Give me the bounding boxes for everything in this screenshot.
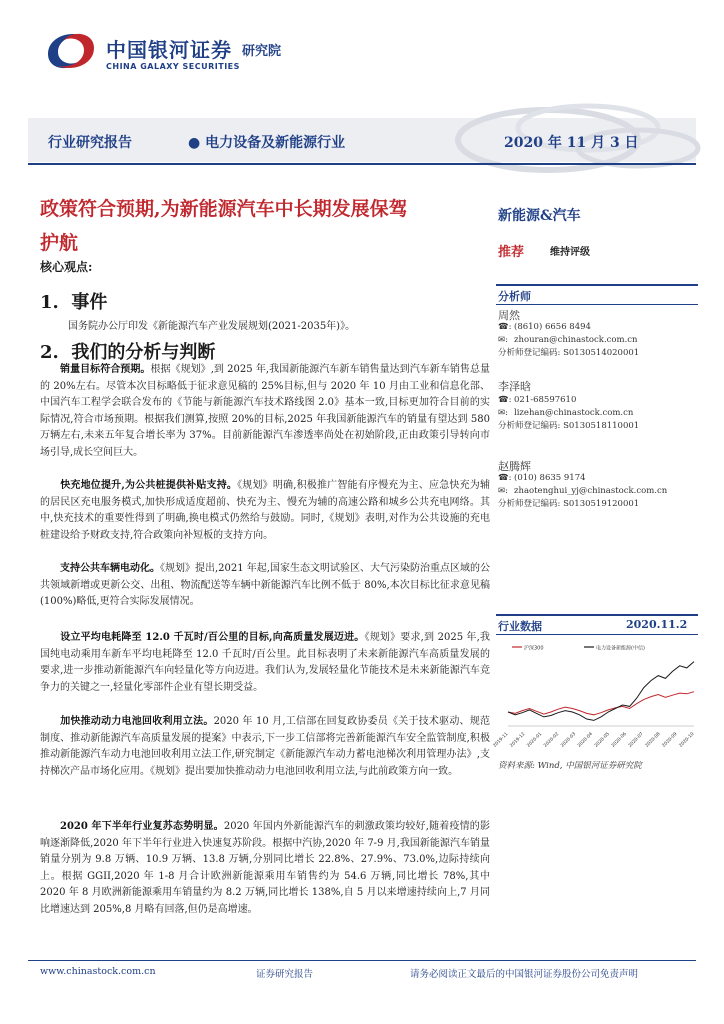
x-tick-label: 2020-07 <box>627 731 645 749</box>
analyst-name: 赵腾辉 <box>498 460 531 473</box>
analyst-phone: 021-68597610 <box>514 395 577 405</box>
sidebar-divider <box>496 284 698 286</box>
paragraph-body: 2020 年国内外新能源汽车的刺激政策均较好,随着疫情的影响逐渐降低,2020 年下半年行业进入快速复苏阶段。根据中汽协,2020 年 7-9 月,我国新能源汽车销量销量分别为 9.8 万辆、10.9 万辆、13.8 万辆,分别同比增长 22.8%、27.9%、73.0%,边际持续向上。根据 GGII,2020 年 1-8 月合计欧洲新能源乘用车销售约为 54.6 万辆,同比增长 78%,其中 2020 年 8 月欧洲新能源乘用车销量约为 8.2 万辆,同比增长 138%,自 5 月以来增速持续向上,7 月同比增速达到 205%,8 月略有回落,但仍是高增速。 <box>40 821 490 915</box>
x-tick-label: 2019-12 <box>509 731 527 749</box>
section-number: 2. <box>40 342 59 363</box>
x-tick-label: 2020-05 <box>594 731 611 749</box>
data-header: 行业数据 <box>498 620 542 633</box>
email-icon: ✉: <box>498 486 508 496</box>
paragraph-body: 《规划》提出,2021 年起,国家生态文明试验区、大气污染防治重点区域的公共领域新增或更新公交、出租、物流配送等车辆中新能源汽车比例不低于 80%,本次目标比征求意见稿(100%)略低,更符合实际发展情况。 <box>40 563 490 607</box>
footer-disclaimer: 请务必阅读正文最后的中国银河证券股份公司免责声明 <box>410 969 639 980</box>
analyst-contact <box>498 321 639 360</box>
section-number: 1. <box>40 292 59 313</box>
x-tick-label: 2020-04 <box>577 731 594 749</box>
analyst-cert: 分析师登记编码: S0130519120001 <box>498 499 640 509</box>
sidebar-industry: 新能源&汽车 <box>498 208 581 224</box>
logo-text: 中国银河证券 <box>106 38 232 62</box>
sidebar-divider <box>496 304 698 305</box>
analyst-name: 周然 <box>498 309 520 322</box>
email-icon: ✉: <box>498 408 508 418</box>
paragraph-body: 《规划》要求,到 2025 年,我国纯电动乘用车新车平均电耗降至 12.0 千瓦时/百公里。此目标表明了未来新能源汽车高质量发展的要求,进一步推动新能源汽车向轻量化等方向迈进。我们认为,发展轻量化节能技术是未来新能源汽车竞争力的关键之一,轻量化零部件企业有望长期受益。 <box>40 632 491 693</box>
paragraph <box>40 561 490 611</box>
data-date: 2020.11.2 <box>626 618 688 631</box>
industry-label: ● 电力设备及新能源行业 <box>188 135 346 151</box>
analyst-header: 分析师 <box>498 290 531 303</box>
legend-label: 电力设备新能源(中信) <box>596 645 645 652</box>
paragraph <box>40 362 490 461</box>
section-title: 我们的分析与判断 <box>71 342 216 363</box>
paragraph-lead: 支持公共车辆电动化。 <box>60 563 160 574</box>
event-text: 国务院办公厅印发《新能源汽车产业发展规划(2021-2035年)》。 <box>68 321 356 332</box>
x-tick-label: 2020-01 <box>526 731 544 749</box>
x-tick-label: 2020-02 <box>543 731 561 749</box>
chart-source: 资料来源: Wind, 中国银河证券研究院 <box>498 761 642 771</box>
x-tick-label: 2019-11 <box>492 731 510 749</box>
analyst-contact <box>498 472 667 511</box>
series-line <box>508 662 694 721</box>
logo-english: CHINA GALAXY SECURITIES <box>106 62 240 71</box>
report-title-line1: 政策符合预期,为新能源汽车中长期发展保驾 <box>40 198 408 220</box>
x-tick-label: 2020-08 <box>644 731 662 749</box>
x-tick-label: 2020-06 <box>610 731 628 749</box>
paragraph-lead: 2020 年下半年行业复苏态势明显。 <box>60 821 224 832</box>
x-tick-label: 2020-10 <box>678 731 696 749</box>
galaxy-logo-icon <box>42 26 100 76</box>
footer-website[interactable]: www.chinastock.com.cn <box>40 966 156 977</box>
analyst-email[interactable]: lizehan@chinastock.com.cn <box>514 408 634 418</box>
paragraph-body: 根据《规划》,到 2025 年,我国新能源汽车新车销售量达到汽车新车销售总量的 20%左右。尽管本次目标略低于征求意见稿的 25%目标,但与 2020 年 10 月由工业和信息化部、中国汽车工程学会联合发布的《节能与新能源汽车技术路线图 2.0》基本一致,目标更加符合目前的实际情况,符合市场预期。根据我们测算,按照 20%的目标,2025 年我国新能源汽车的销量有望达到 580 万辆左右,未来五年复合增长率为 37%。目前新能源汽车渗透率尚处在初始阶段,正由政策引导转向市场引导,成长空间巨大。 <box>40 364 491 458</box>
sidebar-divider <box>496 634 698 635</box>
phone-icon: ☎: <box>498 395 512 405</box>
rating-note: 维持评级 <box>550 247 590 258</box>
report-date: 2020 年 11 月 3 日 <box>504 135 639 151</box>
analyst-phone: (010) 8635 9174 <box>514 473 586 483</box>
footer-label: 证券研究报告 <box>256 969 314 980</box>
section-heading-2 <box>40 338 215 364</box>
footer-divider <box>28 960 696 961</box>
analyst-cert: 分析师登记编码: S0130514020001 <box>498 348 640 358</box>
x-tick-label: 2020-09 <box>661 731 679 749</box>
paragraph <box>40 714 490 780</box>
paragraph-body: 2020 年 10 月,工信部在回复政协委员《关于技术驱动、规范制度、推动新能源汽车高质量发展的提案》中表示,下一步工信部将完善新能源汽车安全监管制度,积极推动新能源汽车动力电池回收利用立法工作,研究制定《新能源汽车动力蓄电池梯次利用管理办法》,支持梯次产品市场化应用。《规划》提出要加快推动动力电池回收利用立法,与此前政策方向一致。 <box>40 716 491 777</box>
report-title-line2: 护航 <box>40 232 79 254</box>
paragraph <box>40 478 490 544</box>
paragraph-lead: 销量目标符合预期。 <box>60 364 151 375</box>
legend-label: 沪深300 <box>524 645 544 652</box>
core-label: 核心观点: <box>40 260 93 274</box>
series-line <box>508 692 694 715</box>
paragraph-body: 《规划》明确,积极推广智能有序慢充为主、应急快充为辅的居民区充电服务模式,加快形成适度超前、快充为主、慢充为辅的高速公路和城乡公共充电网络。其中,快充技术的重要性得到了明确,换电模式仍然给与鼓励。同时,《规划》表明,对作为公共设施的充电桩建设给予财政支持,符合政策向补短板的支持方向。 <box>40 480 490 541</box>
paragraph-lead: 设立平均电耗降至 12.0 千瓦时/百公里的目标,向高质量发展迈进。 <box>60 632 365 643</box>
sidebar-divider <box>496 614 698 616</box>
paragraph-lead: 加快推动动力电池回收利用立法。 <box>60 716 214 727</box>
analyst-email[interactable]: zhouran@chinastock.com.cn <box>514 335 638 345</box>
section-heading-1 <box>40 288 107 314</box>
industry-chart <box>492 640 698 752</box>
report-type: 行业研究报告 <box>48 135 132 151</box>
paragraph <box>40 630 490 696</box>
analyst-cert: 分析师登记编码: S0130518110001 <box>498 421 640 431</box>
x-tick-label: 2020-03 <box>560 731 578 749</box>
analyst-phone: (8610) 6656 8494 <box>514 322 591 332</box>
logo-suffix: 研究院 <box>242 44 282 59</box>
phone-icon: ☎: <box>498 473 512 483</box>
email-icon: ✉: <box>498 335 508 345</box>
paragraph <box>40 819 490 918</box>
analyst-contact <box>498 394 639 433</box>
section-title: 事件 <box>71 292 108 313</box>
paragraph-lead: 快充地位提升,为公共桩提供补贴支持。 <box>60 480 238 491</box>
rating-badge: 推荐 <box>498 245 525 260</box>
header-divider <box>28 163 696 165</box>
analyst-email[interactable]: zhaotenghui_yj@chinastock.com.cn <box>514 486 668 496</box>
phone-icon: ☎: <box>498 322 512 332</box>
analyst-name: 李泽晗 <box>498 380 531 393</box>
